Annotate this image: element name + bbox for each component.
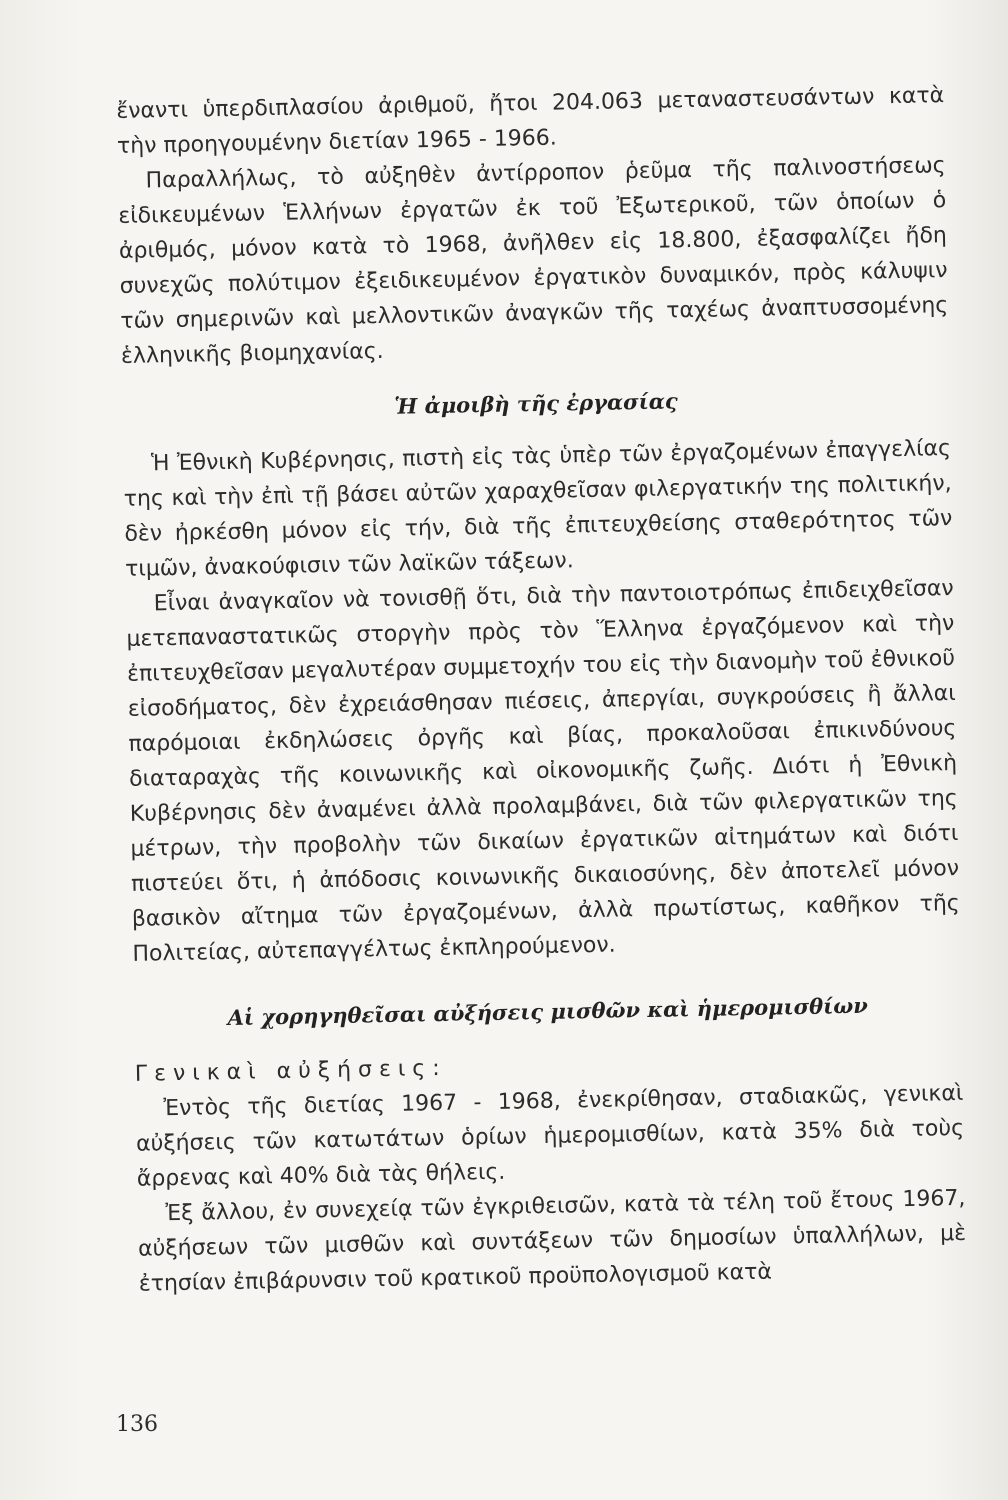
paragraph-civil-servant-salaries: Ἐξ ἄλλου, ἐν συνεχείᾳ τῶν ἐγκριθεισῶν, κατὰ τὰ τέλη τοῦ ἔτους 1967, αὐξήσεων τῶν μισθῶν καὶ συντάξεων τῶν δημοσίων ὑπαλλήλων, μὲ ἐτησίαν ἐπιβάρυνσιν τοῦ κρατικοῦ προϋπολογισμοῦ κατὰ (137, 1185, 967, 1297)
paragraph-return-migration: Παραλλήλως, τὸ αὐξηθὲν ἀντίρροπον ῥεῦμα τῆς παλινοστήσεως εἰδικευμένων Ἑλλήνων ἐργατῶν ἐκ τοῦ Ἐξωτερικοῦ, τῶν ὁποίων ὁ ἀριθμός, μόνον κατὰ τὸ 1968, ἀνῆλθεν εἰς 18.800, ἐξασφαλίζει ἤδη συνεχῶς πολύτιμον ἐξειδικευμένον ἐργατικὸν δυναμικόν, πρὸς κάλυψιν τῶν σημερινῶν καὶ μελλοντικῶν ἀναγκῶν τῆς ταχέως ἀναπτυσσομένης ἑλληνικῆς βιομηχανίας. (118, 153, 949, 369)
paragraph-social-justice: Εἶναι ἀναγκαῖον νὰ τονισθῇ ὅτι, διὰ τὴν παντοιοτρόπως ἐπιδειχθεῖσαν μετεπαναστατικῶς στοργὴν πρὸς τὸν Ἕλληνα ἐργαζόμενον καὶ τὴν ἐπιτευχθεῖσαν μεγαλυτέραν συμμετοχήν του εἰς τὴν διανομὴν τοῦ ἐθνικοῦ εἰσοδήματος, δὲν ἐχρειάσθησαν πιέσεις, ἀπεργίαι, συγκρούσεις ἢ ἄλλαι παρόμοιαι ἐκδηλώσεις ὀργῆς καὶ βίας, προκαλοῦσαι ἐπικινδύνους διαταραχὰς τῆς κοινωνικῆς καὶ οἰκονομικῆς ζωῆς. Διότι ἡ Ἐθνικὴ Κυβέρνησις δὲν ἀναμένει ἀλλὰ προλαμβάνει, διὰ τῶν φιλεργατικῶν της μέτρων, τὴν προβολὴν τῶν δικαίων ἐργατικῶν αἰτημάτων καὶ διότι πιστεύει ὅτι, ἡ ἀπόδοσις κοινωνικῆς δικαιοσύνης, δὲν ἀποτελεῖ μόνον βασικὸν αἴτημα τῶν ἐργαζομένων, ἀλλὰ πρωτίστως, καθῆκον τῆς Πολιτείας, αὐτεπαγγέλτως ἐκπληρούμενον. (126, 576, 960, 967)
paragraph-government-policy: Ἡ Ἐθνικὴ Κυβέρνησις, πιστὴ εἰς τὰς ὑπὲρ τῶν ἐργαζομένων ἐπαγγελίας της καὶ τὴν ἐπὶ τῇ βάσει αὐτῶν χαραχθεῖσαν φιλεργατικήν της πολιτικήν, δὲν ἠρκέσθη μόνον εἰς τήν, διὰ τῆς ἐπιτευχθείσης σταθερότητος τῶν τιμῶν, ἀνακούφισιν τῶν λαϊκῶν τάξεων. (123, 436, 953, 582)
subheading-general-increases: Γενικαὶ αὐξήσεις: (134, 1055, 447, 1087)
page-number: 136 (116, 1412, 158, 1437)
paragraph-minimum-wages: Ἐντὸς τῆς διετίας 1967 - 1968, ἐνεκρίθησαν, σταδιακῶς, γενικαὶ αὐξήσεις τῶν κατωτάτων ὁρίων ἡμερομισθίων, κατὰ 35% διὰ τοὺς ἄρρενας καὶ 40% διὰ τὰς θήλεις. (135, 1080, 965, 1192)
section-heading-wage-increases: Αἱ χορηγηθεῖσαι αὐξήσεις μισθῶν καὶ ἡμερομισθίων (227, 992, 869, 1031)
page-text-block (116, 78, 967, 1302)
paragraph-emigration-count: ἔναντι ὑπερδιπλασίου ἀριθμοῦ, ἤτοι 204.063 μεταναστευσάντων κατὰ τὴν προηγουμένην διετίαν 1965 - 1966. (116, 83, 945, 159)
section-heading-labor-pay: Ἡ ἀμοιβὴ τῆς ἐργασίας (394, 388, 678, 419)
